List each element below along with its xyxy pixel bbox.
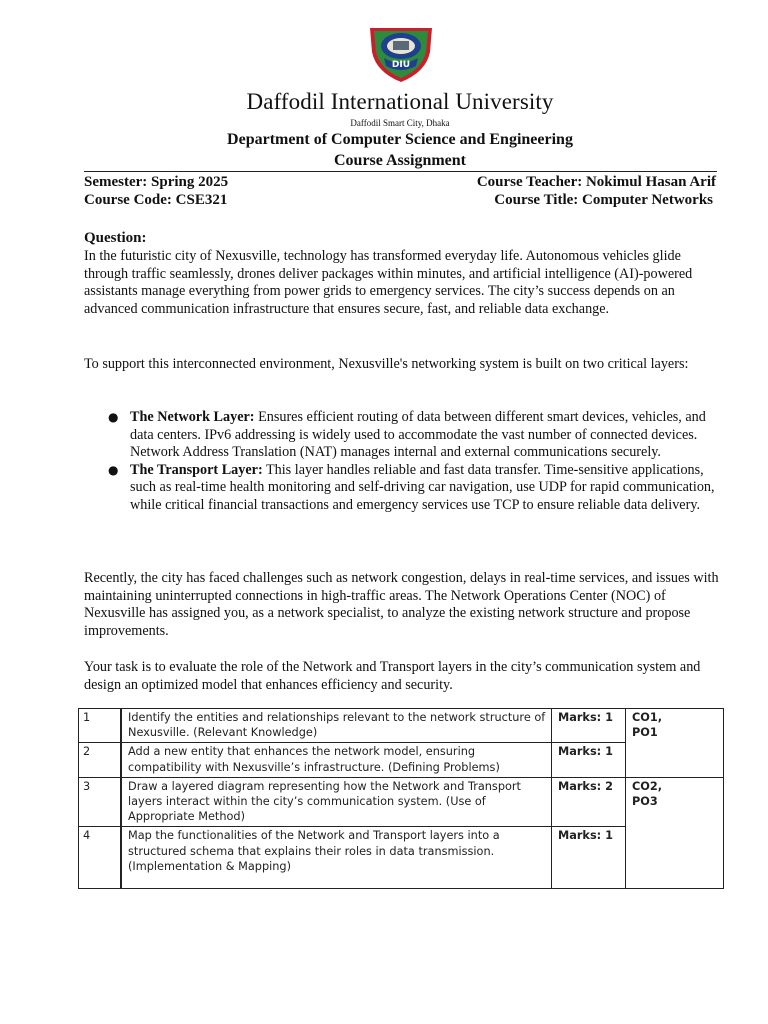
task-marks: Marks: 1 bbox=[552, 827, 626, 889]
course-teacher-label: Course Teacher: Nokimul Hasan Arif bbox=[476, 174, 716, 190]
task-description: Add a new entity that enhances the network model, ensuring compatibility with Nexusville’s infrastructure. (Defining Problems) bbox=[121, 743, 552, 777]
logo-text: DIU bbox=[391, 60, 411, 70]
semester-label: Semester: Spring 2025 bbox=[84, 174, 229, 190]
task-outcomes bbox=[626, 777, 724, 889]
question-paragraph-1: In the futuristic city of Nexusville, technology has transformed everyday life. Autonomous vehicles glide through traffic seamlessly, drones deliver packages within minutes, and artificial intelligence (AI)-powered assistants manage everything from power grids to emergency services. The city’s success depends on an advanced communication infrastructure that ensures secure, fast, and reliable data exchange. bbox=[84, 248, 693, 317]
question-heading: Question: bbox=[84, 230, 147, 246]
question-paragraph-4: Your task is to evaluate the role of the Network and Transport layers in the city’s communication system and design an optimized model that enhances efficiency and security. bbox=[84, 659, 701, 693]
course-title-label: Course Title: Computer Networks bbox=[494, 192, 713, 208]
task-marks: Marks: 1 bbox=[552, 709, 626, 743]
department-name: Department of Computer Science and Engineering bbox=[227, 131, 573, 148]
question-paragraph-2: To support this interconnected environment, Nexusville's networking system is built on two critical layers: bbox=[84, 356, 689, 372]
university-address: Daffodil Smart City, Dhaka bbox=[350, 118, 450, 128]
question-paragraph-3: Recently, the city has faced challenges such as network congestion, delays in real-time services, and issues with maintaining uninterrupted connections in high-traffic areas. The Network Operations Center (NOC) of Nexusville has assigned you, as a network specialist, to analyze the existing network structure and propose improvements. bbox=[84, 570, 719, 639]
outcome-label: CO1, PO1 bbox=[632, 711, 663, 740]
task-marks: Marks: 1 bbox=[552, 743, 626, 777]
task-description: Map the functionalities of the Network and Transport layers into a structured schema that explains their roles in data transmission. (Implementation & Mapping) bbox=[121, 827, 552, 889]
bullet-icon: ● bbox=[108, 462, 119, 477]
bullet-icon: ● bbox=[108, 410, 119, 424]
task-table bbox=[78, 708, 724, 889]
task-number: 2 bbox=[79, 743, 122, 777]
task-outcomes bbox=[626, 709, 724, 778]
task-number: 1 bbox=[79, 709, 122, 743]
bullet-title: The Network Layer: bbox=[130, 409, 255, 425]
table-row bbox=[79, 709, 724, 743]
task-marks: Marks: 2 bbox=[552, 777, 626, 827]
bullet-title: The Transport Layer: bbox=[130, 461, 263, 478]
document-type: Course Assignment bbox=[333, 152, 466, 169]
task-description: Draw a layered diagram representing how the Network and Transport layers interact within the city’s communication system. (Use of Appropriate Method) bbox=[121, 777, 552, 827]
header-divider bbox=[84, 171, 717, 172]
task-number: 4 bbox=[79, 827, 122, 889]
bullet-text: This layer handles reliable and fast data transfer. Time-sensitive applications, such as real-time health monitoring and self-driving car navigation, use UDP for rapid communication, while critical financial transactions and emergency services use TCP to ensure reliable data delivery. bbox=[130, 461, 715, 513]
task-description: Identify the entities and relationships relevant to the network structure of Nexusville. (Relevant Knowledge) bbox=[121, 709, 552, 743]
bullet-text: Ensures efficient routing of data between different smart devices, vehicles, and data centers. IPv6 addressing is widely used to accommodate the vast number of connected devices. Network Address Translation (NAT) manages internal and external communications securely. bbox=[130, 409, 706, 461]
task-number: 3 bbox=[79, 777, 122, 827]
table-row bbox=[79, 777, 724, 827]
list-item bbox=[84, 462, 720, 515]
university-name: Daffodil International University bbox=[246, 89, 554, 114]
course-code-label: Course Code: CSE321 bbox=[84, 192, 228, 208]
outcome-label: CO2, PO3 bbox=[632, 779, 663, 809]
list-item bbox=[84, 409, 720, 462]
layer-bullet-list bbox=[84, 409, 720, 515]
university-logo bbox=[366, 22, 436, 84]
